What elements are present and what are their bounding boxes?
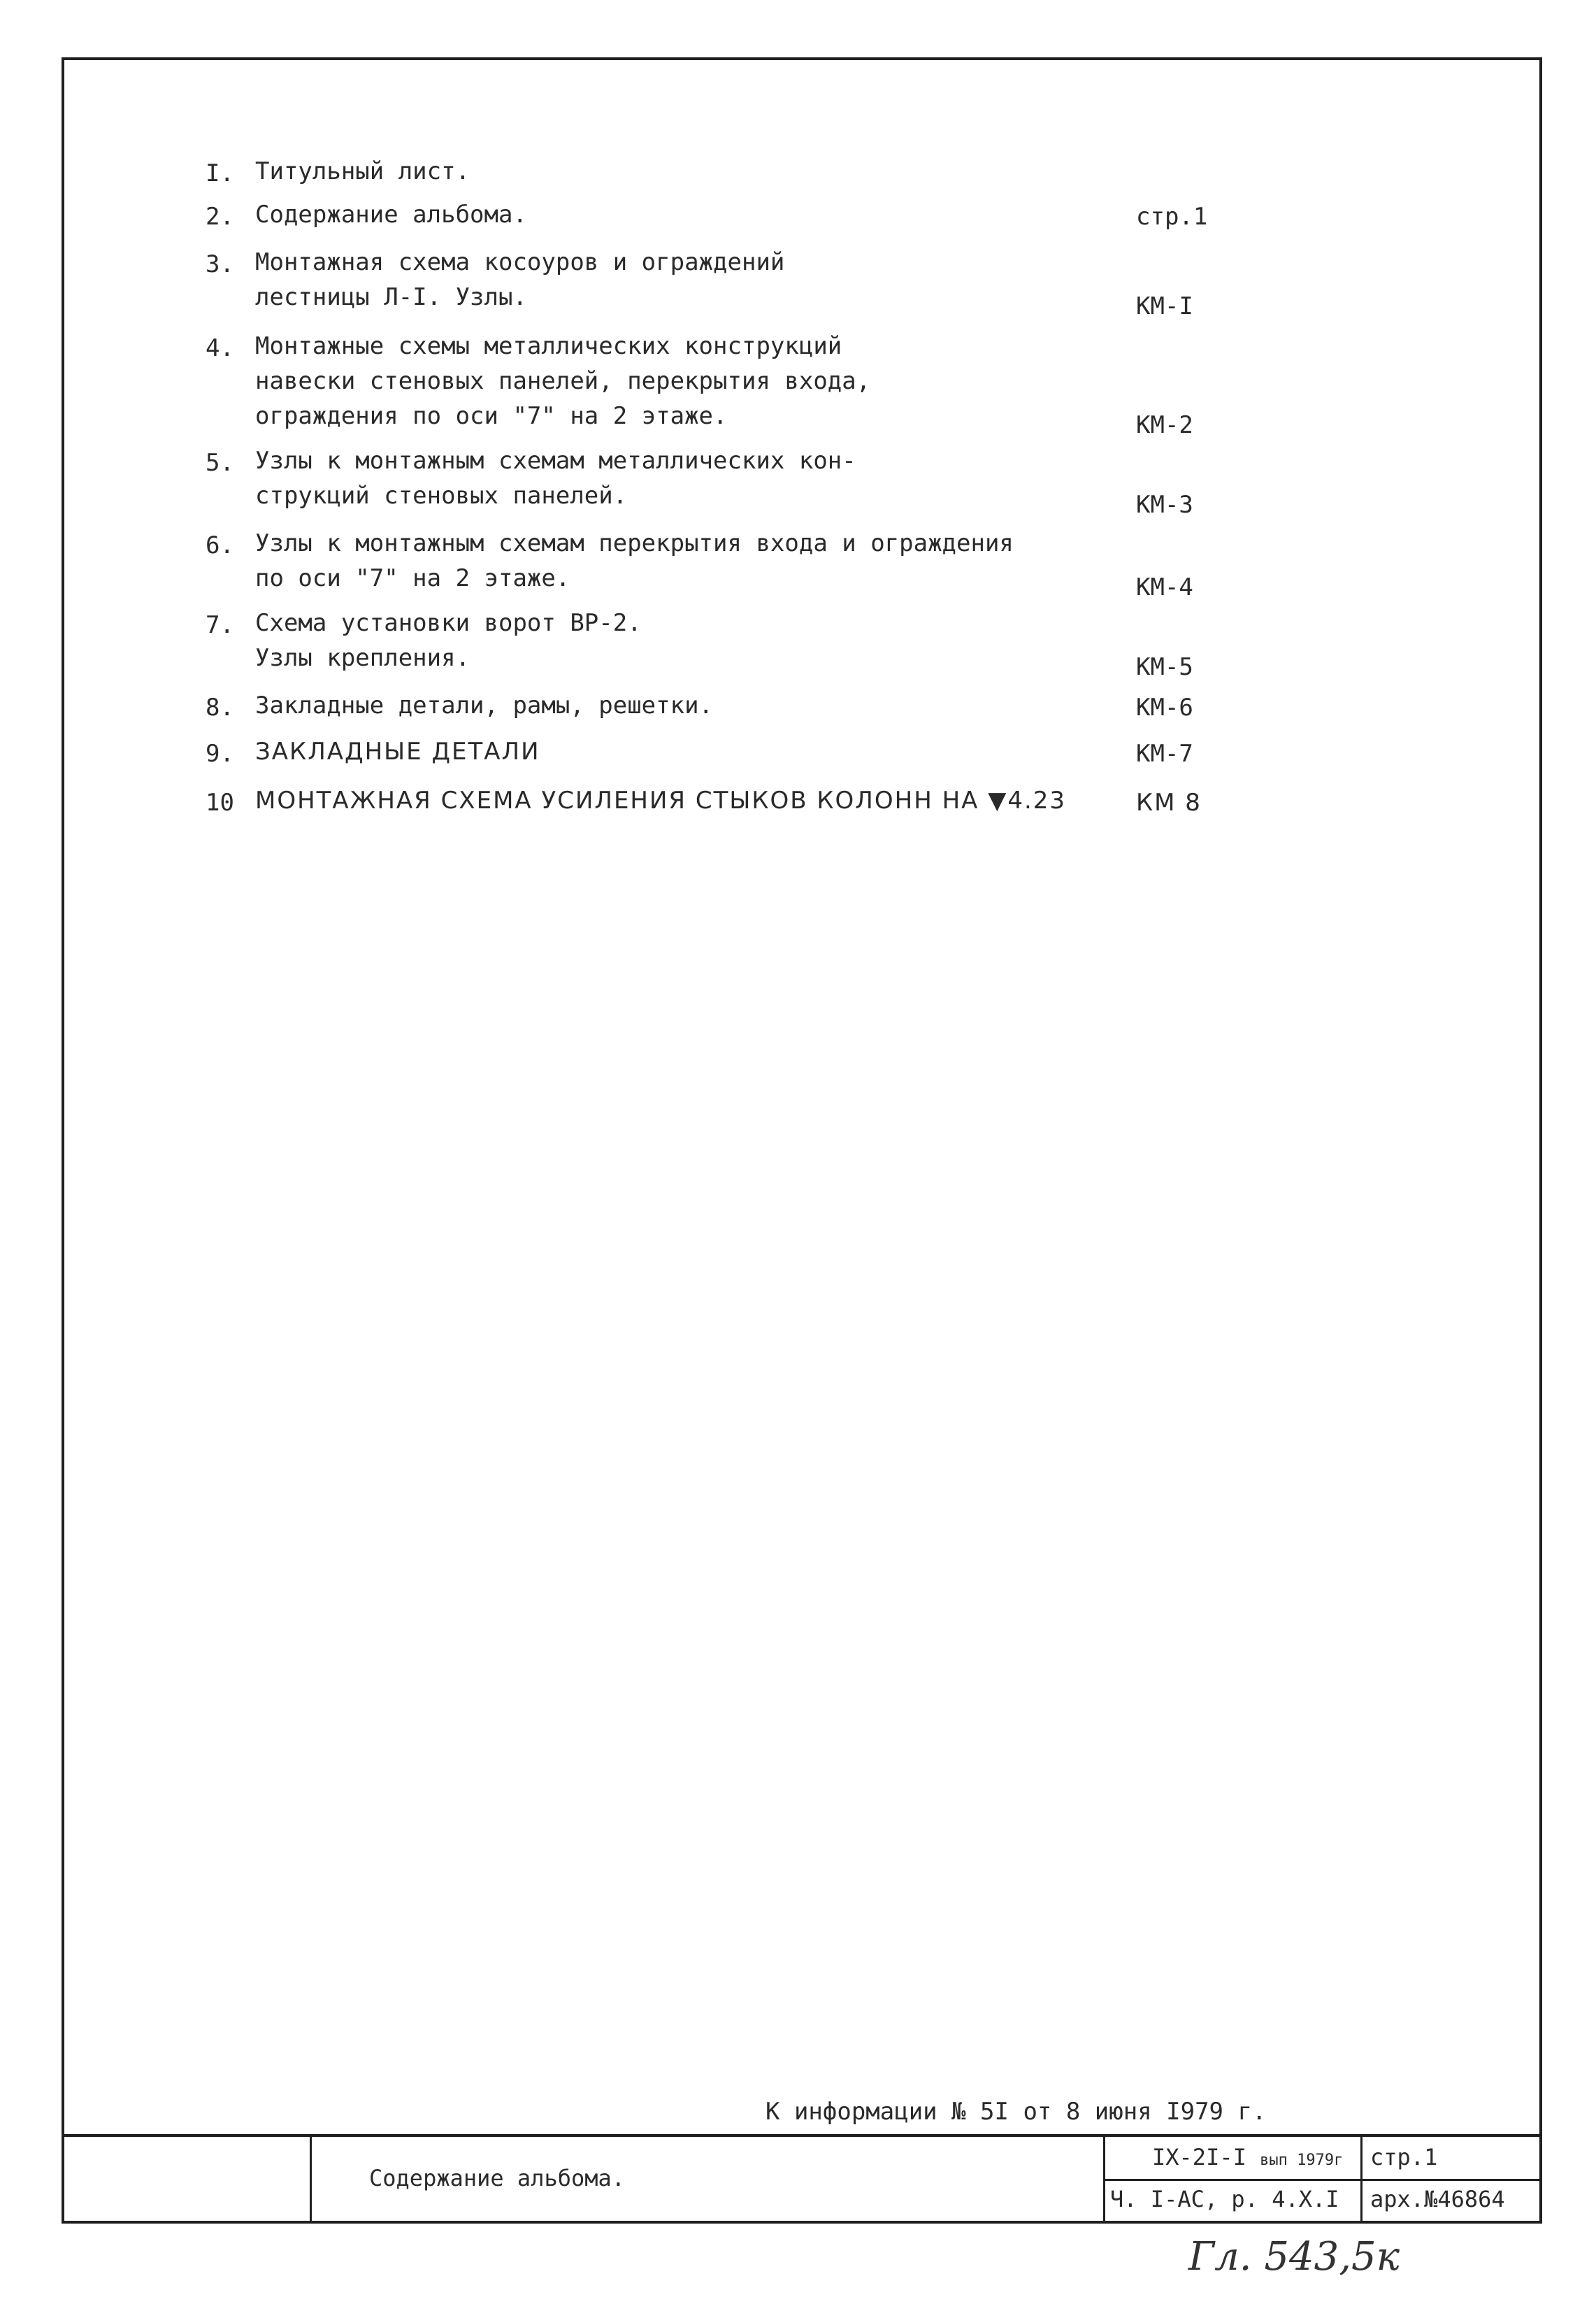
- contents-item-line: Монтажная схема косоуров и ограждений: [255, 248, 785, 276]
- contents-item-title: [255, 197, 527, 232]
- contents-item-title: [255, 734, 540, 769]
- contents-item-title: [255, 329, 870, 434]
- contents-item-line: лестницы Л-I. Узлы.: [255, 283, 527, 311]
- tb-page: стр.1: [1370, 2144, 1438, 2170]
- contents-item-line: Узлы к монтажным схемам перекрытия входа и ограждения: [255, 529, 1014, 557]
- contents-item-line: Узлы крепления.: [255, 644, 470, 672]
- contents-item-code: КМ 8: [1136, 789, 1202, 817]
- contents-item-title: [255, 783, 1066, 818]
- contents-item-line: Титульный лист.: [255, 157, 470, 185]
- contents-item-line: Монтажные схемы металлических конструкций: [255, 332, 842, 360]
- footer-note: К информации № 5I от 8 июня I979 г.: [765, 2098, 1267, 2126]
- tb-archive: арх.№46864: [1370, 2186, 1505, 2212]
- contents-item-title: [255, 688, 713, 723]
- contents-item-number: 2.: [206, 203, 234, 231]
- contents-item-line: Закладные детали, рамы, решетки.: [255, 692, 714, 720]
- handwritten-margin-note: Гл. 543,5к: [1188, 2234, 1400, 2280]
- contents-item-code: КМ-6: [1136, 694, 1193, 722]
- tb-title: Содержание альбома.: [369, 2165, 626, 2191]
- title-block: [62, 2134, 1542, 2224]
- contents-item-line: МОНТАЖНАЯ СХЕМА УСИЛЕНИЯ СТЫКОВ КОЛОНН НА ▼4.23: [255, 787, 1067, 815]
- tb-part: Ч. I-АС, р. 4.Х.I: [1110, 2186, 1339, 2212]
- contents-item-title: [255, 606, 642, 675]
- contents-item-code: КМ-2: [1136, 411, 1193, 439]
- contents-item-number: 3.: [206, 250, 234, 278]
- contents-item-number: 9.: [206, 740, 234, 768]
- tb-issue: вып 1979г: [1260, 2152, 1344, 2169]
- contents-item-number: 4.: [206, 334, 234, 362]
- tb-doc-number-value: IX-2I-I: [1152, 2144, 1246, 2170]
- contents-item-code: КМ-I: [1136, 292, 1193, 320]
- tb-divider: [310, 2137, 312, 2224]
- contents-item-number: 5.: [206, 449, 234, 477]
- contents-item-number: I.: [206, 159, 234, 187]
- contents-item-line: ограждения по оси "7" на 2 этаже.: [255, 402, 728, 430]
- tb-doc-number: [1152, 2144, 1343, 2170]
- contents-item-code: стр.1: [1136, 203, 1208, 231]
- contents-item-line: по оси "7" на 2 этаже.: [255, 564, 570, 592]
- contents-item-line: Узлы к монтажным схемам металлических кон-: [255, 447, 856, 475]
- contents-item-line: навески стеновых панелей, перекрытия входа,: [255, 367, 871, 395]
- contents-item-number: 8.: [206, 694, 234, 722]
- contents-item-number: 7.: [206, 611, 234, 639]
- contents-item-title: [255, 154, 470, 189]
- contents-item-number: 6.: [206, 531, 234, 559]
- contents-item-code: КМ-4: [1136, 573, 1193, 601]
- contents-item-line: струкций стеновых панелей.: [255, 482, 628, 510]
- contents-item-number: 10: [206, 789, 234, 817]
- contents-item-code: КМ-3: [1136, 491, 1193, 519]
- contents-item-line: Схема установки ворот ВР-2.: [255, 609, 642, 637]
- contents-item-line: ЗАКЛАДНЫЕ ДЕТАЛИ: [255, 738, 540, 766]
- contents-item-title: [255, 526, 1014, 596]
- contents-item-line: Содержание альбома.: [255, 201, 527, 229]
- contents-item-title: [255, 443, 856, 513]
- contents-item-code: КМ-5: [1136, 653, 1193, 681]
- tb-divider: [1103, 2179, 1540, 2181]
- contents-item-title: [255, 245, 784, 315]
- contents-item-code: КМ-7: [1136, 740, 1193, 768]
